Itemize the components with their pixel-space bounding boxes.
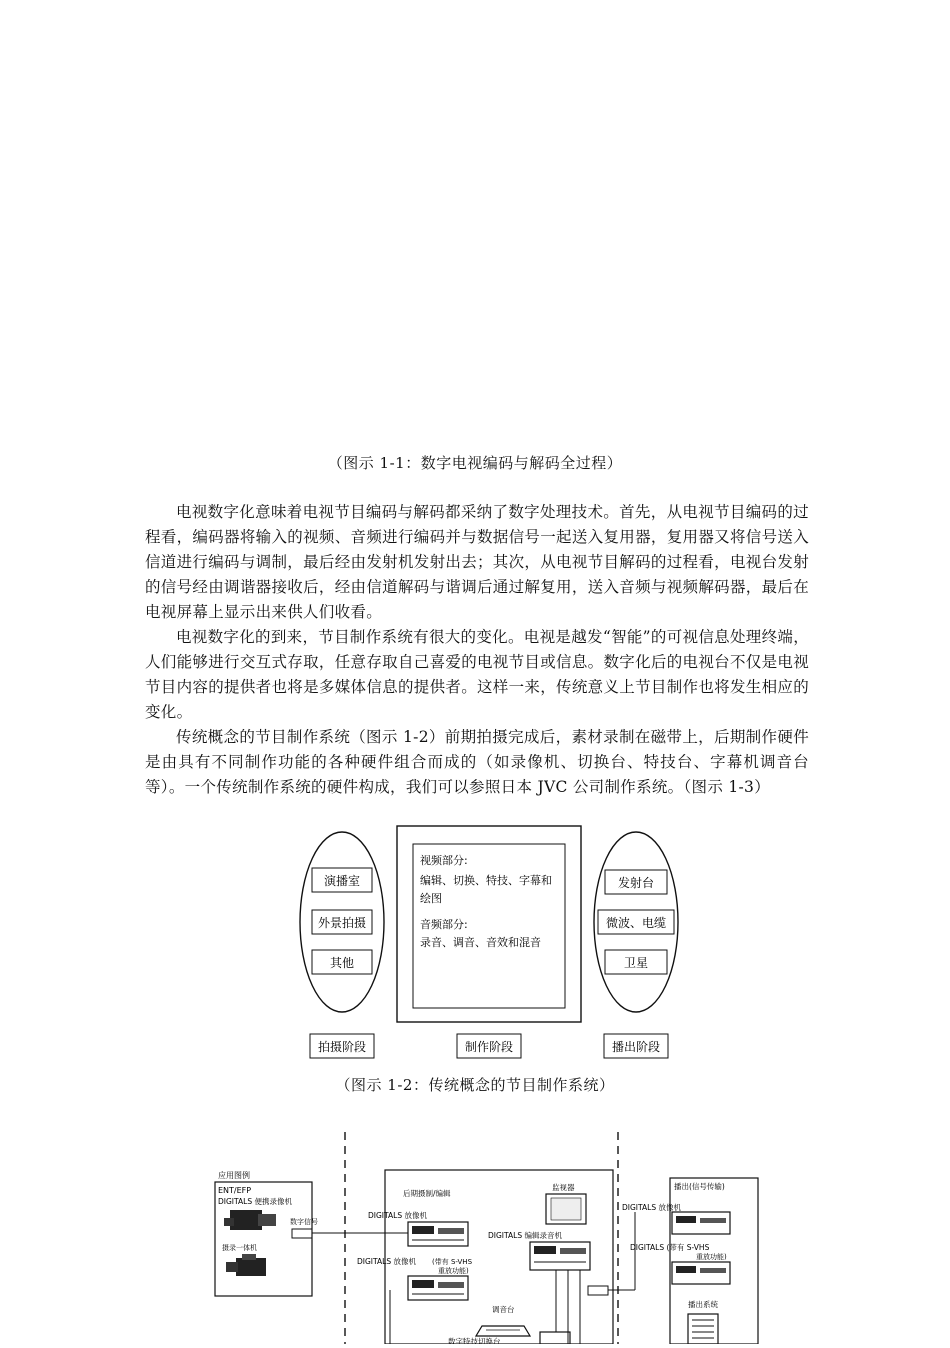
left-sub: ENT/EFP [218,1186,252,1195]
video-line-2: 绘图 [420,892,442,905]
right-title: 播出(信号传输) [674,1182,725,1191]
player1-icon [408,1222,468,1246]
svg-text:制作阶段: 制作阶段 [464,1040,514,1054]
svg-text:外景拍摄: 外景拍摄 [317,916,367,930]
svg-text:卫星: 卫星 [623,956,649,970]
stage-label-production [457,1034,521,1058]
stage-label-shooting [310,1034,374,1058]
mid-monitor-label: 监视器 [552,1183,575,1192]
right-player2-note: 重放功能) [696,1253,727,1261]
signal-box-left [292,1229,312,1238]
figure-1-3-diagram [200,1130,760,1344]
left-camcorder-label: 摄录一体机 [222,1244,257,1252]
mid-player2-note1: (带有 S-VHS [432,1258,473,1266]
figure-1-1-caption: （图示 1-1：数字电视编码与解码全过程） [327,454,623,472]
body-text [145,500,809,800]
paragraph-1: 电视数字化意味着电视节目编码与解码都采纳了数字处理技术。首先，从电视节目编码的过程看，编码器将输入的视频、音频进行编码并与数据信号一起送入复用器，复用器又将信号送入信道进行编码与调制，最后经由发射机发射出去；其次，从电视节目解码的过程看，电视台发射的信号经由调谐器接收后，经由信道解码与谐调后通过解复用，送入音频与视频解码器，最后在电视屏幕上显示出来供人们收看。 [145,503,809,621]
camcorder-icon [226,1254,266,1276]
right-item-1 [605,870,667,894]
mid-mixer-label: 调音台 [492,1305,515,1314]
left-item-3 [312,950,372,974]
mid-title: 后期摄制/编辑 [403,1189,451,1198]
video-title: 视频部分: [420,854,468,867]
audio-title: 音频部分: [420,918,468,931]
svg-text:演播室: 演播室 [323,874,361,888]
svg-text:拍摄阶段: 拍摄阶段 [317,1040,367,1054]
right-player1-label: DIGITALS 放像机 [622,1203,681,1212]
figure-1-2-caption: （图示 1-2：传统概念的节目制作系统） [335,1076,615,1094]
svg-text:播出阶段: 播出阶段 [611,1040,661,1054]
player2-icon [408,1276,468,1300]
left-cam-label: DIGITALS 便携录像机 [218,1197,292,1206]
mid-switcher-label: 数字特技切换台 [448,1337,501,1344]
video-line-1: 编辑、切换、特技、字幕和 [420,874,552,887]
left-title: 应用图例 [218,1171,250,1180]
svg-text:微波、电缆: 微波、电缆 [605,916,667,930]
right-player1-icon [672,1212,730,1234]
right-player2-label: DIGITALS (带有 S-VHS [630,1243,710,1252]
broadcast-system-icon [688,1314,718,1344]
left-item-1 [312,868,372,892]
right-system-label: 播出系统 [688,1300,718,1309]
mid-player2-label: DIGITALS 放像机 [357,1257,416,1266]
recorder-icon [530,1242,590,1270]
portable-vcr-icon [224,1210,276,1230]
svg-text:发射台: 发射台 [617,876,655,890]
paragraph-2: 电视数字化的到来，节目制作系统有很大的变化。电视是越发“智能”的可视信息处理终端，人们能够进行交互式存取，任意存取自己喜爱的电视节目或信息。数字化后的电视台不仅是电视节目内容的提供者也将是多媒体信息的提供者。这样一来，传统意义上节目制作也将发生相应的变化。 [145,628,809,721]
right-player2-icon [672,1262,730,1284]
left-item-2 [312,910,372,934]
paragraph-3: 传统概念的节目制作系统（图示 1-2）前期拍摄完成后，素材录制在磁带上，后期制作硬件是由具有不同制作功能的各种硬件组合而成的（如录像机、切换台、特技台、字幕机调音台等）。一个传统制作系统的硬件构成，我们可以参照日本 JVC 公司制作系统。（图示 1-3） [145,728,809,796]
audio-line: 录音、调音、音效和混音 [420,936,541,949]
figure-1-2-diagram [290,822,690,1062]
signal-box-right [588,1286,608,1295]
monitor-icon [546,1194,586,1224]
stage-label-broadcast [604,1034,668,1058]
switcher-monitor-icon [540,1332,570,1344]
right-item-2 [598,910,674,934]
left-signal-label: 数字信号 [290,1218,318,1226]
svg-text:其他: 其他 [329,956,355,970]
mixer-icon [476,1326,530,1336]
mid-player2-note2: 重放功能) [438,1267,469,1275]
mid-player1-label: DIGITALS 放像机 [368,1211,427,1220]
mid-recorder-label: DIGITALS 编辑录音机 [488,1231,562,1240]
right-box [670,1178,758,1344]
right-item-3 [605,950,667,974]
